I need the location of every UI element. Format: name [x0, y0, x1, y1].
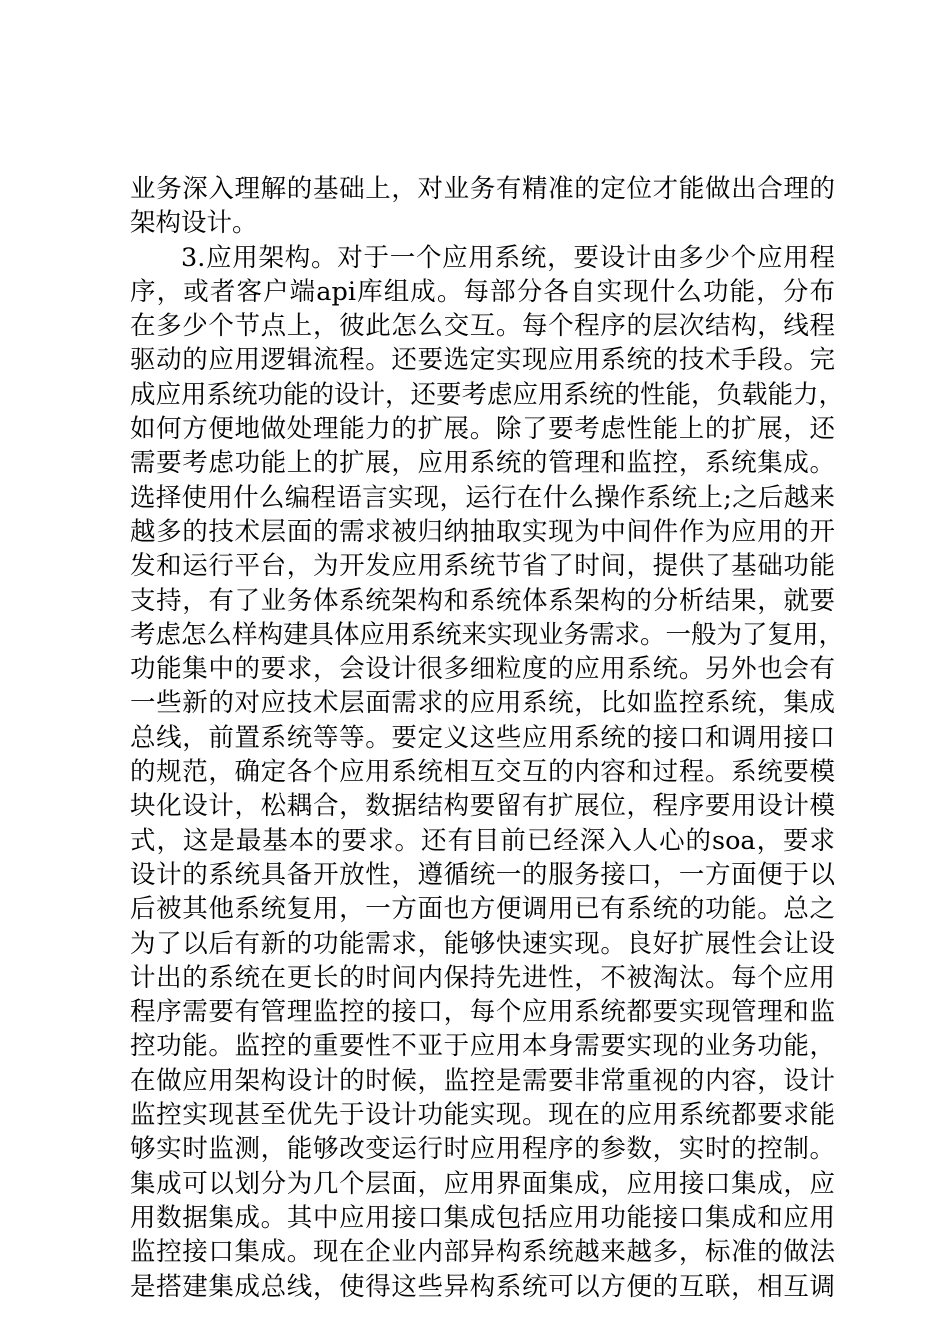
text-line: 如何方便地做处理能力的扩展。除了要考虑性能上的扩展，还	[130, 414, 835, 445]
section-heading-line: 3.应用架构。对于一个应用系统，要设计由多少个应用程	[181, 242, 835, 273]
text-line: 计出的系统在更长的时间内保持先进性，不被淘汰。每个应用	[130, 962, 835, 993]
text-line: 序，或者客户端api库组成。每部分各自实现什么功能，分布	[130, 276, 835, 307]
text-line: 为了以后有新的功能需求，能够快速实现。良好扩展性会让设	[130, 928, 835, 959]
text-line: 架构设计。	[130, 208, 258, 239]
text-line: 够实时监测，能够改变运行时应用程序的参数，实时的控制。	[130, 1134, 835, 1165]
text-line: 后被其他系统复用，一方面也方便调用已有系统的功能。总之	[130, 894, 835, 925]
text-line: 需要考虑功能上的扩展，应用系统的管理和监控，系统集成。	[130, 448, 835, 479]
text-line: 支持，有了业务体系统架构和系统体系架构的分析结果，就要	[130, 585, 835, 616]
text-line: 监控实现甚至优先于设计功能实现。现在的应用系统都要求能	[130, 1100, 835, 1131]
text-line: 考虑怎么样构建具体应用系统来实现业务需求。一般为了复用，	[130, 619, 845, 650]
body-text	[130, 172, 845, 1304]
text-line: 控功能。监控的重要性不亚于应用本身需要实现的业务功能，	[130, 1031, 835, 1062]
text-line: 功能集中的要求，会设计很多细粒度的应用系统。另外也会有	[130, 654, 835, 685]
text-line: 驱动的应用逻辑流程。还要选定实现应用系统的技术手段。完	[130, 345, 835, 376]
text-line: 程序需要有管理监控的接口，每个应用系统都要实现管理和监	[130, 997, 835, 1028]
text-line: 监控接口集成。现在企业内部异构系统越来越多，标准的做法	[130, 1237, 835, 1268]
text-line: 总线，前置系统等等。要定义这些应用系统的接口和调用接口	[130, 722, 835, 753]
text-line: 块化设计，松耦合，数据结构要留有扩展位，程序要用设计模	[130, 791, 835, 822]
text-line: 用数据集成。其中应用接口集成包括应用功能接口集成和应用	[130, 1202, 835, 1233]
text-line: 成应用系统功能的设计，还要考虑应用系统的性能，负载能力，	[130, 379, 845, 410]
text-line: 发和运行平台，为开发应用系统节省了时间，提供了基础功能	[130, 551, 835, 582]
text-line: 的规范，确定各个应用系统相互交互的内容和过程。系统要模	[130, 757, 835, 788]
text-line: 越多的技术层面的需求被归纳抽取实现为中间件作为应用的开	[130, 516, 835, 547]
text-line: 在多少个节点上，彼此怎么交互。每个程序的层次结构，线程	[130, 311, 835, 342]
text-line: 设计的系统具备开放性，遵循统一的服务接口，一方面便于以	[130, 859, 835, 890]
text-line: 选择使用什么编程语言实现，运行在什么操作系统上;之后越来	[130, 482, 835, 513]
text-line: 集成可以划分为几个层面，应用界面集成，应用接口集成，应	[130, 1168, 835, 1199]
text-line: 在做应用架构设计的时候，监控是需要非常重视的内容，设计	[130, 1065, 835, 1096]
text-line: 式，这是最基本的要求。还有目前已经深入人心的soa，要求	[130, 825, 835, 856]
text-line: 一些新的对应技术层面需求的应用系统，比如监控系统，集成	[130, 688, 835, 719]
text-line: 业务深入理解的基础上，对业务有精准的定位才能做出合理的	[130, 174, 835, 204]
text-line: 是搭建集成总线，使得这些异构系统可以方便的互联，相互调	[130, 1271, 835, 1302]
